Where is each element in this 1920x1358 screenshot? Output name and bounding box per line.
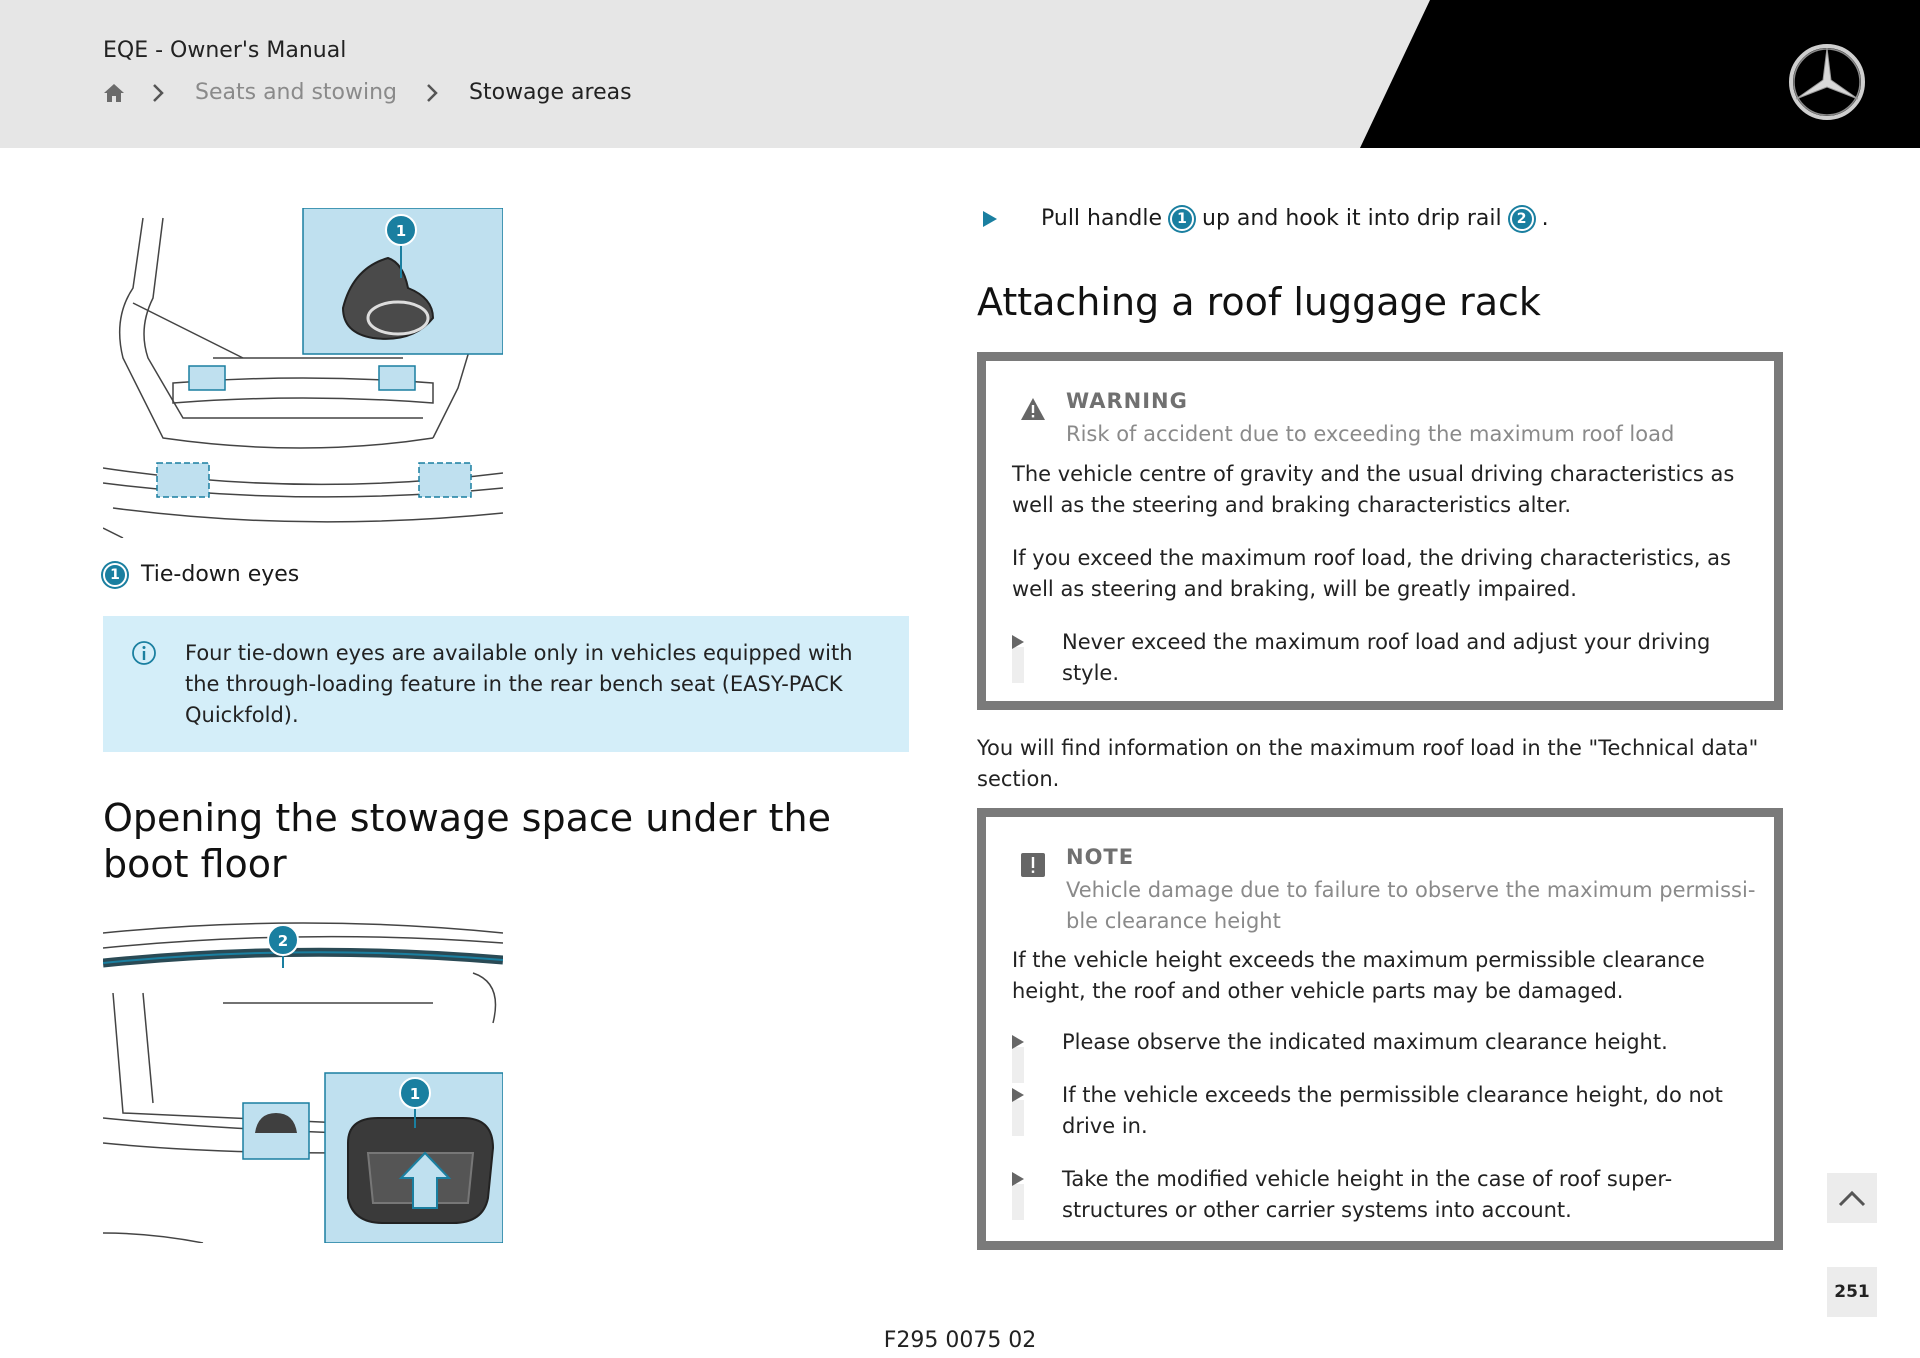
star-logo-icon (1787, 42, 1867, 122)
page-number[interactable]: 251 (1827, 1267, 1877, 1317)
bullet-arrow-icon (1012, 1172, 1024, 1186)
warning-bullet-text: Never exceed the maximum roof load and adjust your driving style. (1062, 630, 1711, 685)
note-bullet-3 (1012, 1164, 1752, 1226)
figure2-callout-2: 2 (277, 932, 289, 950)
note-bullet-2 (1012, 1080, 1752, 1142)
step-badge-1: 1 (1170, 207, 1194, 231)
breadcrumb (103, 80, 632, 105)
note-paragraph-1: If the vehicle height exceeds the maximum permissible clearance height, the roof and other vehicle parts may be damaged. (1012, 948, 1705, 1003)
home-icon[interactable] (103, 82, 125, 104)
legend-label: Tie-down eyes (141, 562, 300, 587)
warning-box (977, 352, 1783, 710)
note-bullet-2-text: If the vehicle exceeds the permissible clearance height, do not drive in. (1062, 1083, 1723, 1138)
step-pull-handle (983, 206, 1549, 231)
roof-load-info-paragraph: You will find information on the maximum roof load in the "Technical data" section. (977, 736, 1759, 791)
scroll-to-top-button[interactable] (1827, 1173, 1877, 1223)
warning-paragraph-2: If you exceed the maximum roof load, the driving characteristics, as well as steering and braking, will be greatly impaired. (1012, 546, 1731, 601)
bullet-arrow-icon (1012, 635, 1024, 649)
tie-down-eyes-illustration (103, 208, 503, 538)
step-text-part1: Pull handle (1041, 206, 1163, 231)
info-icon (131, 640, 157, 666)
warning-triangle-icon (1020, 396, 1046, 422)
manual-title: EQE - Owner's Manual (103, 38, 347, 63)
note-exclamation-icon (1020, 852, 1046, 878)
note-label: NOTE (1066, 845, 1135, 869)
info-text: Four tie-down eyes are available only in vehicles equipped with the through-loading feature in the rear bench seat (EASY-PACK Quickfold). (185, 641, 853, 727)
note-bullet-3-text: Take the modified vehicle height in the case of roof super- structures or other carrier systems into account. (1062, 1167, 1673, 1222)
section-heading-boot-floor: Opening the stowage space under the boot floor (103, 796, 831, 886)
warning-bullet (1012, 627, 1752, 689)
legend-number-badge: 1 (103, 563, 127, 587)
chevron-right-icon (151, 82, 165, 104)
bullet-arrow-icon (1012, 1088, 1024, 1102)
warning-subtitle: Risk of accident due to exceeding the maximum roof load (1066, 422, 1675, 446)
info-box (103, 616, 909, 752)
warning-paragraph-1: The vehicle centre of gravity and the usual driving characteristics as well as the steering and braking characteristics alter. (1012, 462, 1735, 517)
step-text-part3: . (1541, 206, 1549, 231)
figure-legend (103, 562, 299, 587)
breadcrumb-seats-and-stowing[interactable]: Seats and stowing (195, 80, 398, 105)
breadcrumb-stowage-areas: Stowage areas (469, 80, 632, 105)
step-arrow-icon (983, 211, 997, 227)
note-bullet-1 (1012, 1027, 1752, 1075)
figure1-callout-1: 1 (395, 222, 407, 240)
warning-label: WARNING (1066, 389, 1188, 413)
step-badge-2: 2 (1510, 207, 1534, 231)
note-box (977, 808, 1783, 1250)
bullet-arrow-icon (1012, 1035, 1024, 1049)
chevron-right-icon (425, 82, 439, 104)
figure-reference-code: F295 0075 02 (883, 1328, 1037, 1353)
section-heading-roof-rack: Attaching a roof luggage rack (977, 280, 1541, 324)
step-text-part2: up and hook it into drip rail (1202, 206, 1502, 231)
chevron-up-icon (1837, 1188, 1867, 1208)
note-bullet-1-text: Please observe the indicated maximum clearance height. (1062, 1030, 1668, 1054)
figure2-callout-1: 1 (409, 1085, 421, 1103)
page-header (0, 0, 1920, 148)
note-subtitle: Vehicle damage due to failure to observe the maximum permissi- ble clearance height (1066, 878, 1756, 933)
boot-floor-illustration (103, 913, 503, 1243)
